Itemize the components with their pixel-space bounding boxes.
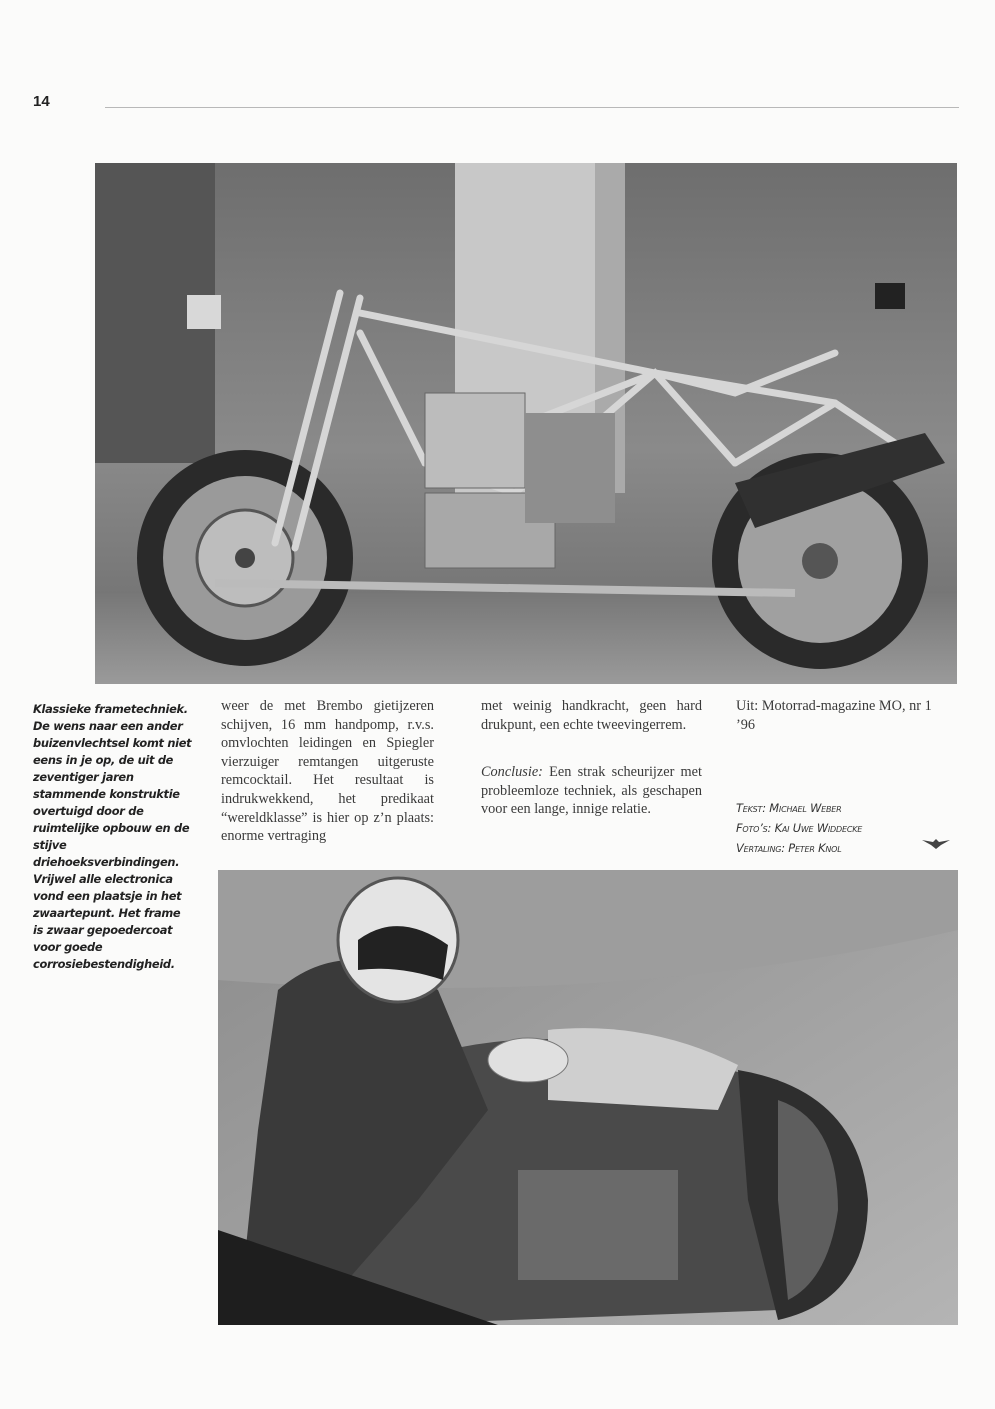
photo-motorcycle-frame (95, 163, 957, 684)
header-rule (105, 107, 959, 108)
credit-text: Tekst: Michael Weber (736, 801, 842, 815)
eagle-end-mark-icon (922, 836, 950, 850)
photo-caption: Klassieke frametechniek. De wens naar een ander buizenvlechtsel komt niet eens in je op, de uit de zeventiger jaren stammende konstruktie overtuigd door de ruimtelijke opbouw en de stijve driehoeksverbindingen. Vrijwel alle electronica vond een plaatsje in het zwaartepunt. Het frame is zwaar gepoedercoat voor goede corrosiebestendigheid. (33, 702, 192, 971)
conclusion-paragraph (481, 763, 702, 819)
article-column-2 (481, 697, 702, 819)
credit-translation: Vertaling: Peter Knol (736, 841, 842, 855)
source-note: Uit: Motorrad-magazine MO, nr 1 ’96 (736, 698, 932, 733)
credit-photos: Foto’s: Kai Uwe Widdecke (736, 821, 863, 835)
page-number: 14 (33, 93, 50, 110)
article-text-2: met weinig handkracht, geen hard drukpunt, een echte tweevingerrem. (481, 698, 702, 733)
credits (736, 798, 946, 858)
conclusion-label: Conclusie: (481, 764, 543, 781)
article-column-3 (736, 697, 932, 734)
photo-rider-cornering (218, 870, 958, 1325)
article-text-1: weer de met Brembo gietijzeren schijven, 16 mm handpomp, r.v.s. omvlochten leidingen en Spiegler vierzuiger remtangen uitgeruste remcocktail. Het resultaat is indrukwekkend, het predikaat “wereldklasse” is hier op z’n plaats: enorme vertraging (221, 698, 434, 845)
conclusion-text: Een strak scheurijzer met probleemloze techniek, als geschapen voor een lange, innige relatie. (481, 764, 702, 818)
article-column-1 (221, 697, 434, 846)
